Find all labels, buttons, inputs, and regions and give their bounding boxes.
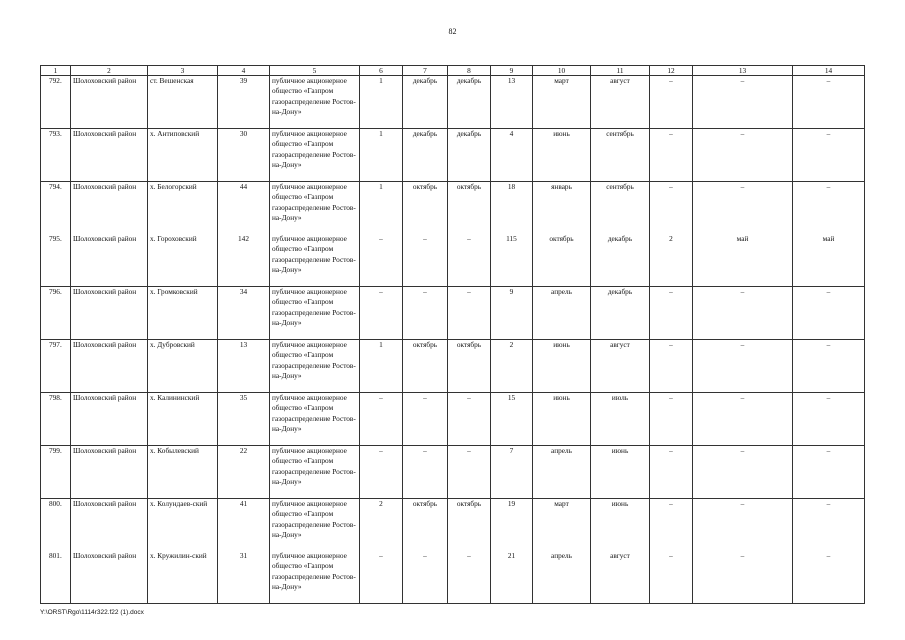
settlement-cell: х. Кружилин-ский [148,551,218,604]
col12-cell: – [650,551,693,604]
column-number-header: 6 [360,66,403,76]
column-number-header: 4 [218,66,270,76]
col6-cell: 1 [360,182,403,235]
col13-cell: май [693,234,793,287]
quantity-cell: 34 [218,287,270,340]
table-row [41,551,865,604]
col8-cell: октябрь [448,340,491,393]
col11-cell: июнь [591,499,650,552]
col11-cell: август [591,76,650,129]
column-number-header: 11 [591,66,650,76]
col10-cell: июнь [533,129,591,182]
col13-cell: – [693,182,793,235]
col10-cell: апрель [533,287,591,340]
col9-cell: 21 [491,551,533,604]
column-number-header: 14 [793,66,865,76]
table-row [41,182,865,235]
col7-cell: – [403,287,448,340]
district-cell: Шолоховский район [71,129,148,182]
settlement-cell: х. Дубровский [148,340,218,393]
col14-cell: май [793,234,865,287]
col12-cell: – [650,340,693,393]
organization-cell: публичное акционерное общество «Газпром газораспределение Ростов-на-Дону» [270,287,360,340]
col10-cell: март [533,76,591,129]
col8-cell: – [448,234,491,287]
district-cell: Шолоховский район [71,393,148,446]
settlement-cell: х. Антиповский [148,129,218,182]
col8-cell: октябрь [448,499,491,552]
organization-cell: публичное акционерное общество «Газпром газораспределение Ростов-на-Дону» [270,446,360,499]
col14-cell: – [793,129,865,182]
quantity-cell: 39 [218,76,270,129]
col7-cell: декабрь [403,76,448,129]
col8-cell: – [448,551,491,604]
quantity-cell: 30 [218,129,270,182]
col14-cell: – [793,393,865,446]
column-number-header: 2 [71,66,148,76]
settlement-cell: х. Белогорский [148,182,218,235]
col10-cell: январь [533,182,591,235]
col13-cell: – [693,393,793,446]
column-number-header: 3 [148,66,218,76]
col6-cell: – [360,551,403,604]
settlement-cell: х. Гороховский [148,234,218,287]
column-number-header: 8 [448,66,491,76]
col7-cell: октябрь [403,499,448,552]
col7-cell: – [403,234,448,287]
col10-cell: апрель [533,551,591,604]
col10-cell: июнь [533,340,591,393]
table-row [41,76,865,129]
district-cell: Шолоховский район [71,446,148,499]
table-row [41,287,865,340]
col7-cell: декабрь [403,129,448,182]
organization-cell: публичное акционерное общество «Газпром газораспределение Ростов-на-Дону» [270,393,360,446]
district-cell: Шолоховский район [71,499,148,552]
row-number: 799. [41,446,71,499]
row-number: 795. [41,234,71,287]
col12-cell: – [650,446,693,499]
quantity-cell: 142 [218,234,270,287]
column-number-header: 1 [41,66,71,76]
column-number-header: 7 [403,66,448,76]
col9-cell: 7 [491,446,533,499]
row-number: 801. [41,551,71,604]
organization-cell: публичное акционерное общество «Газпром газораспределение Ростов-на-Дону» [270,551,360,604]
column-number-header: 13 [693,66,793,76]
col13-cell: – [693,129,793,182]
organization-cell: публичное акционерное общество «Газпром газораспределение Ростов-на-Дону» [270,234,360,287]
col8-cell: октябрь [448,182,491,235]
col13-cell: – [693,76,793,129]
col12-cell: – [650,393,693,446]
table-row [41,393,865,446]
quantity-cell: 13 [218,340,270,393]
quantity-cell: 41 [218,499,270,552]
data-table [40,65,865,604]
col13-cell: – [693,340,793,393]
col12-cell: 2 [650,234,693,287]
col9-cell: 13 [491,76,533,129]
district-cell: Шолоховский район [71,551,148,604]
district-cell: Шолоховский район [71,287,148,340]
row-number: 800. [41,499,71,552]
col9-cell: 115 [491,234,533,287]
column-number-row [41,66,865,76]
col8-cell: декабрь [448,129,491,182]
col6-cell: – [360,393,403,446]
settlement-cell: х. Колундаев-ский [148,499,218,552]
table-row [41,129,865,182]
col14-cell: – [793,446,865,499]
organization-cell: публичное акционерное общество «Газпром газораспределение Ростов-на-Дону» [270,340,360,393]
col10-cell: октябрь [533,234,591,287]
organization-cell: публичное акционерное общество «Газпром газораспределение Ростов-на-Дону» [270,76,360,129]
col14-cell: – [793,340,865,393]
column-number-header: 12 [650,66,693,76]
col10-cell: июнь [533,393,591,446]
col11-cell: август [591,551,650,604]
col11-cell: июнь [591,446,650,499]
col8-cell: – [448,287,491,340]
district-cell: Шолоховский район [71,182,148,235]
col14-cell: – [793,551,865,604]
table-row [41,340,865,393]
col12-cell: – [650,287,693,340]
col6-cell: – [360,446,403,499]
col6-cell: – [360,234,403,287]
table-row [41,446,865,499]
column-number-header: 9 [491,66,533,76]
col7-cell: – [403,393,448,446]
col9-cell: 19 [491,499,533,552]
settlement-cell: х. Калининский [148,393,218,446]
quantity-cell: 44 [218,182,270,235]
col11-cell: сентябрь [591,182,650,235]
col7-cell: – [403,551,448,604]
col13-cell: – [693,446,793,499]
col12-cell: – [650,499,693,552]
column-number-header: 5 [270,66,360,76]
col10-cell: апрель [533,446,591,499]
col13-cell: – [693,551,793,604]
col14-cell: – [793,76,865,129]
organization-cell: публичное акционерное общество «Газпром газораспределение Ростов-на-Дону» [270,182,360,235]
col11-cell: август [591,340,650,393]
col10-cell: март [533,499,591,552]
quantity-cell: 35 [218,393,270,446]
col8-cell: декабрь [448,76,491,129]
row-number: 796. [41,287,71,340]
col14-cell: – [793,182,865,235]
row-number: 797. [41,340,71,393]
col9-cell: 18 [491,182,533,235]
col11-cell: июль [591,393,650,446]
row-number: 792. [41,76,71,129]
col6-cell: 1 [360,76,403,129]
row-number: 793. [41,129,71,182]
district-cell: Шолоховский район [71,234,148,287]
col12-cell: – [650,182,693,235]
col6-cell: 1 [360,129,403,182]
col14-cell: – [793,499,865,552]
settlement-cell: х. Громковский [148,287,218,340]
column-number-header: 10 [533,66,591,76]
col12-cell: – [650,76,693,129]
table-row [41,499,865,552]
col13-cell: – [693,499,793,552]
quantity-cell: 31 [218,551,270,604]
page-number: 82 [448,27,457,36]
district-cell: Шолоховский район [71,340,148,393]
file-path-footer: Y:\ORST\Rgo\1114r322.f22 (1).docx [40,609,144,616]
organization-cell: публичное акционерное общество «Газпром газораспределение Ростов-на-Дону» [270,499,360,552]
row-number: 798. [41,393,71,446]
settlement-cell: ст. Вешенская [148,76,218,129]
col6-cell: – [360,287,403,340]
settlement-cell: х. Кобылевский [148,446,218,499]
col9-cell: 2 [491,340,533,393]
col9-cell: 15 [491,393,533,446]
district-cell: Шолоховский район [71,76,148,129]
col13-cell: – [693,287,793,340]
table-row [41,234,865,287]
col7-cell: – [403,446,448,499]
quantity-cell: 22 [218,446,270,499]
col11-cell: декабрь [591,234,650,287]
col11-cell: сентябрь [591,129,650,182]
col7-cell: октябрь [403,182,448,235]
col12-cell: – [650,129,693,182]
col8-cell: – [448,393,491,446]
col11-cell: декабрь [591,287,650,340]
organization-cell: публичное акционерное общество «Газпром газораспределение Ростов-на-Дону» [270,129,360,182]
col14-cell: – [793,287,865,340]
col6-cell: 2 [360,499,403,552]
col9-cell: 4 [491,129,533,182]
row-number: 794. [41,182,71,235]
col6-cell: 1 [360,340,403,393]
col7-cell: октябрь [403,340,448,393]
col9-cell: 9 [491,287,533,340]
col8-cell: – [448,446,491,499]
